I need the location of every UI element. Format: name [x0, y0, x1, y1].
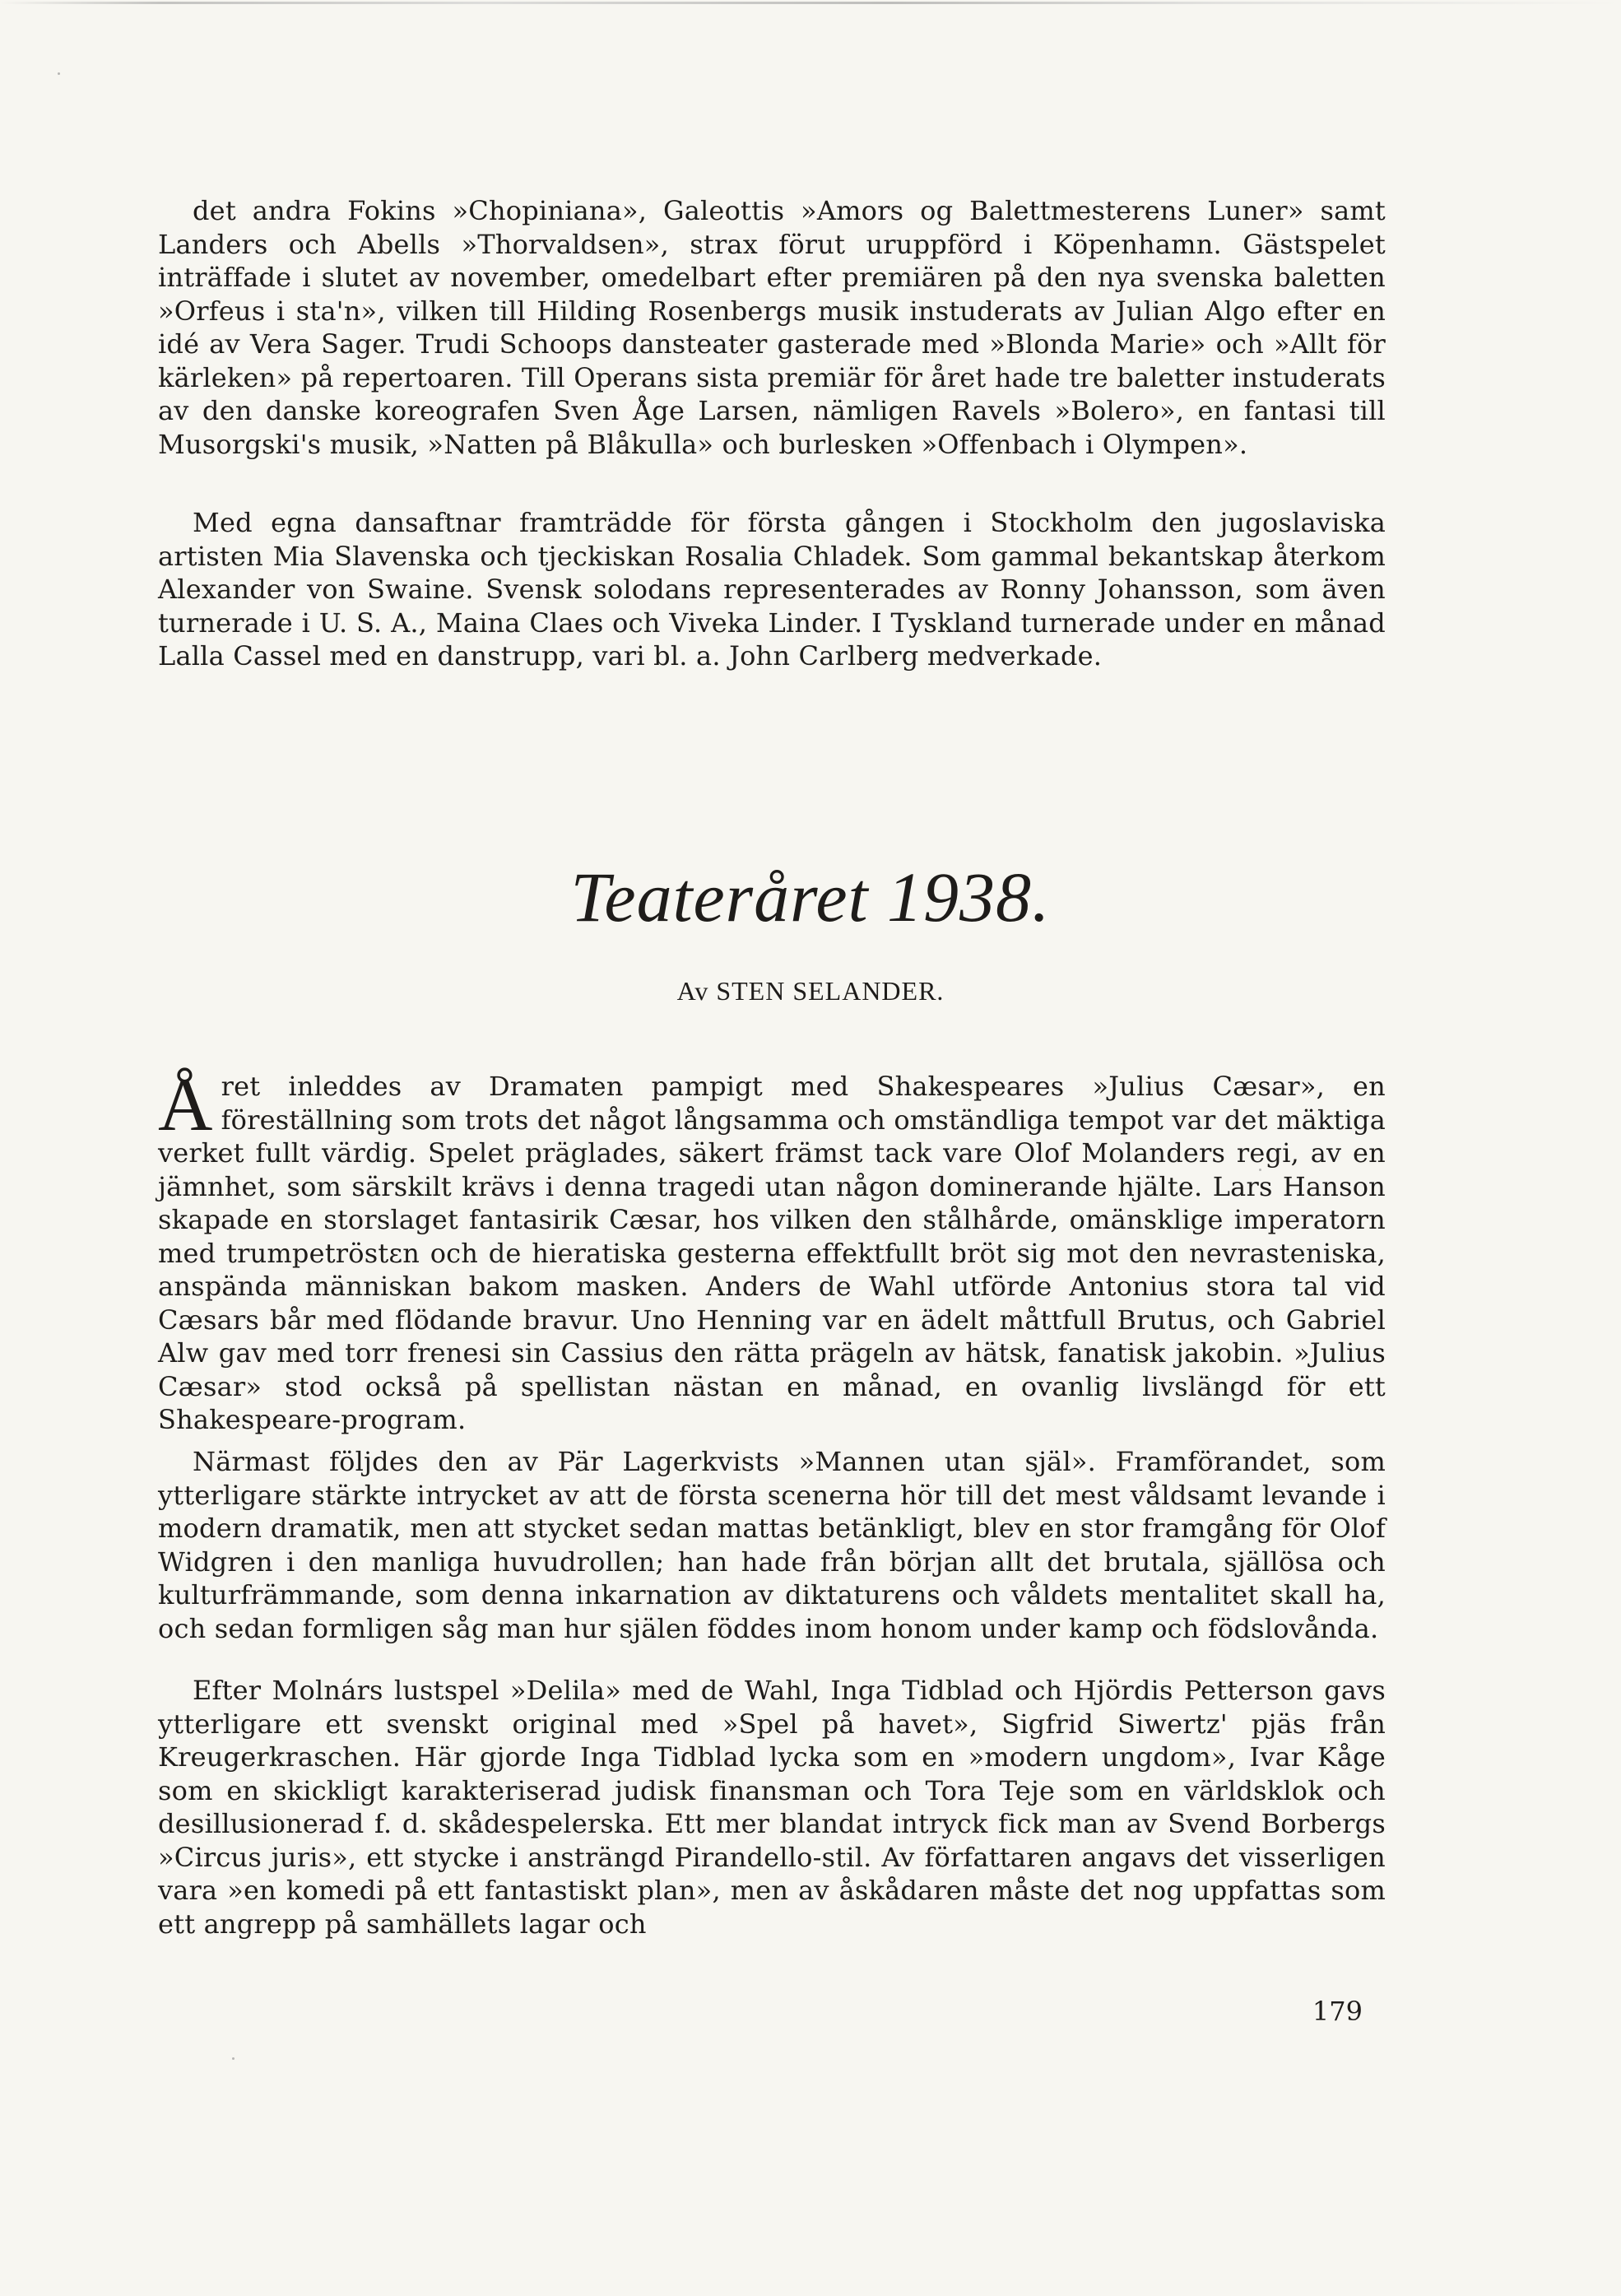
article-paragraph-2: Närmast följdes den av Pär Lagerkvists »Mannen utan själ». Framförandet, som ytterligare stärkte intrycket av att de första scenerna hör till det mest våldsamt levande i modern dramatik, men att stycket sedan mattas betänkligt, blev en stor framgång för Olof Widgren i den manliga huvudrollen; han hade från början allt det brutala, själlösa och kulturfrämmande, som denna inkarnation av diktaturens och våldets mentalitet skall ha, och sedan formligen såg man hur själen föddes inom honom under kamp och födslovånda. [158, 1446, 1386, 1644]
article-paragraph-1-text: ret inleddes av Dramaten pampigt med Shakespeares »Julius Cæsar», en föreställning som trots det något långsamma och omständliga tempot var det mäktiga verket fullt värdig. Spelet präglades, säkert främst tack vare Olof Molanders regi, av en jämnhet, som särskilt krävs i denna tragedi utan någon dominerande hjälte. Lars Hanson skapade en storslaget fantasirik Cæsar, hos vilken den stålhårde, omänsklige imperatorn med trumpetröstεn och de hieratiska gesterna effektfullt bröt sig mot den nevrasteniska, anspända människan bakom masken. Anders de Wahl utförde Antonius stora tal vid Cæsars bår med flödande bravur. Uno Henning var en ädelt måttfull Brutus, och Gabriel Alw gav med torr frenesi sin Cassius den rätta prägeln av hätsk, fanatisk jakobin. »Julius Cæsar» stod också på spellistan nästan en månad, en ovanlig livslängd för ett Shakespeare-program. [158, 1071, 1386, 1435]
paper-speck [58, 72, 60, 75]
body-paragraph-2: Med egna dansaftnar framträdde för första gången i Stockholm den jugoslaviska artisten Mia Slavenska och tjeckiskan Rosalia Chladek. Som gammal bekantskap återkom Alexander von Swaine. Svensk solodans representerades av Ronny Johansson, som även turnerade i U. S. A., Maina Claes och Viveka Linder. I Tyskland turnerade under en månad Lalla Cassel med en danstrupp, vari bl. a. John Carlberg medverkade. [158, 507, 1386, 672]
drop-cap: Å [158, 1062, 213, 1146]
article-title: Teateråret 1938. [570, 858, 1051, 937]
paper-speck [1259, 1169, 1261, 1171]
page-number: 179 [1312, 1996, 1363, 2027]
article-paragraph-1 [158, 1062, 1386, 1437]
article-paragraph-3: Efter Molnárs lustspel »Delila» med de Wahl, Inga Tidblad och Hjördis Petterson gavs ytterligare ett svenskt original med »Spel på havet», Sigfrid Siwertz' pjäs från Kreugerkraschen. Här gjorde Inga Tidblad lycka som en »modern ungdom», Ivar Kåge som en skickligt karakteriserad judisk finansman och Tora Teje som en världsklok och desillusionerad f. d. skådespelerska. Ett mer blandat intryck fick man av Svend Borbergs »Circus juris», ett stycke i ansträngd Pirandello-stil. Av författaren angavs det visserligen vara »en komedi på ett fantastiskt plan», men av åskådaren måste det nog uppfattas som ett angrepp på samhällets lagar och [158, 1675, 1386, 1940]
article-byline: Av STEN SELANDER. [676, 976, 945, 1006]
top-edge-rule [0, 2, 1621, 4]
body-paragraph-1: det andra Fokins »Chopiniana», Galeottis »Amors og Balettmesterens Luner» samt Landers och Abells »Thorvaldsen», strax förut uruppförd i Köpenhamn. Gästspelet inträffade i slutet av november, omedelbart efter premiären på den nya svenska baletten »Orfeus i sta'n», vilken till Hilding Rosenbergs musik instuderats av Julian Algo efter en idé av Vera Sager. Trudi Schoops dansteater gasterade med »Blonda Marie» och »Allt för kärleken» på repertoaren. Till Operans sista premiär för året hade tre baletter instuderats av den danske koreografen Sven Åge Larsen, nämligen Ravels »Bolero», en fantasi till Musorgski's musik, »Natten på Blåkulla» och burlesken »Offenbach i Olympen». [158, 195, 1386, 460]
paper-speck [232, 2057, 235, 2060]
